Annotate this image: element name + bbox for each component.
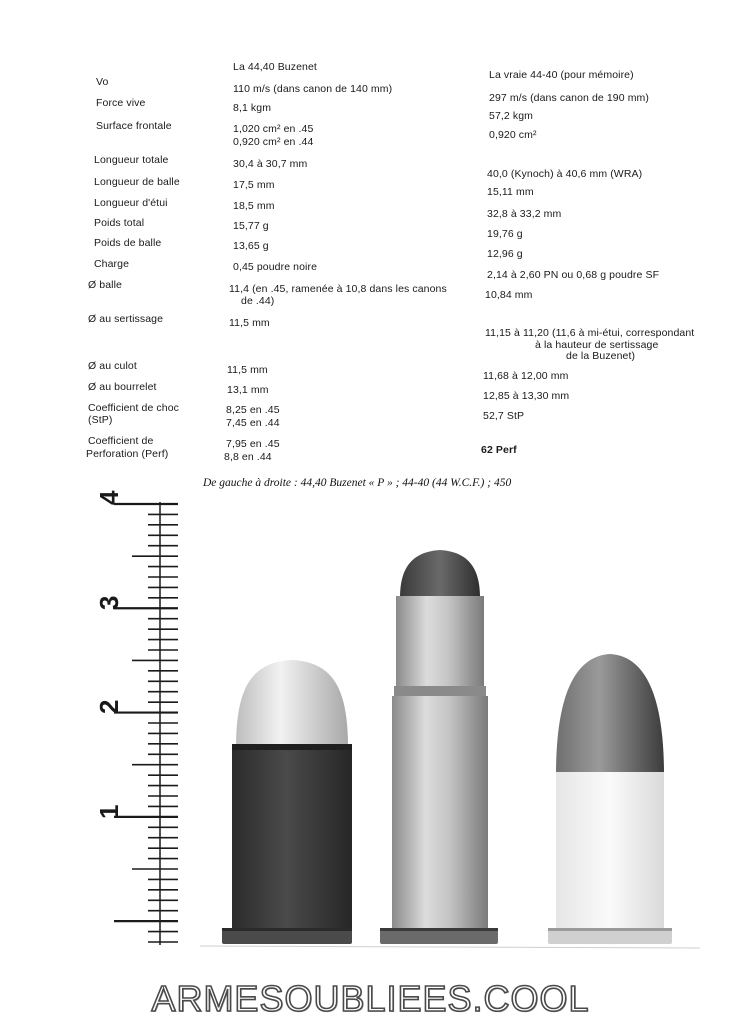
value-surface-buzenet-44: 0,920 cm² en .44 [233,136,314,148]
label-coefficient-perforation: Coefficient de [88,435,154,447]
value-culot-vraie: 11,68 à 12,00 mm [483,370,569,382]
cartridge-photo [0,490,741,970]
value-poids-total-buzenet: 15,77 g [233,220,269,232]
value-culot-buzenet: 11,5 mm [227,364,268,376]
value-poids-balle-vraie: 12,96 g [487,248,523,260]
label-poids-total: Poids total [94,217,145,229]
ruler-label-4: 4 [94,490,124,505]
label-bourrelet: Ø au bourrelet [88,381,157,393]
value-diametre-balle-buzenet: 11,4 (en .45, ramenée à 10,8 dans les canons [229,283,447,295]
photo-caption: De gauche à droite : 44,40 Buzenet « P » ; 44-40 (44 W.C.F.) ; 450 [203,477,512,489]
value-choc-buzenet-45: 8,25 en .45 [226,404,280,416]
label-sertissage: Ø au sertissage [88,313,164,325]
value-choc-buzenet-44: 7,45 en .44 [226,417,280,429]
value-vo-vraie: 297 m/s (dans canon de 190 mm) [489,92,649,104]
site-watermark: ARMESOUBLIEES.COOL [151,978,590,1019]
value-longueur-totale-vraie: 40,0 (Kynoch) à 40,6 mm (WRA) [487,168,643,180]
label-vo: Vo [96,76,109,88]
cartridge-450 [548,654,672,944]
value-surface-vraie: 0,920 cm² [489,129,537,141]
value-force-vive-buzenet: 8,1 kgm [233,102,272,114]
value-choc-vraie: 52,7 StP [483,410,525,422]
value-longueur-etui-vraie: 32,8 à 33,2 mm [487,208,562,220]
value-sertissage-vraie-3: de la Buzenet) [566,350,636,362]
value-perforation-buzenet-45: 7,95 en .45 [226,438,280,450]
value-perforation-vraie: 62 Perf [481,444,517,456]
label-coefficient-choc-2: (StP) [88,414,113,426]
label-culot: Ø au culot [88,360,137,372]
value-longueur-balle-buzenet: 17,5 mm [233,179,275,191]
label-longueur-balle: Longueur de balle [94,176,180,188]
value-sertissage-vraie-2: à la hauteur de sertissage [535,339,659,351]
ruler [94,490,178,945]
label-diametre-balle: Ø balle [88,279,122,291]
value-poids-total-vraie: 19,76 g [487,228,523,240]
ruler-label-1: 1 [94,804,124,819]
value-sertissage-buzenet: 11,5 mm [229,317,270,329]
value-charge-vraie: 2,14 à 2,60 PN ou 0,68 g poudre SF [487,269,660,281]
value-bourrelet-buzenet: 13,1 mm [227,384,269,396]
value-surface-buzenet-45: 1,020 cm² en .45 [233,123,314,135]
value-bourrelet-vraie: 12,85 à 13,30 mm [483,390,570,402]
value-longueur-totale-buzenet: 30,4 à 30,7 mm [233,158,308,170]
label-force-vive: Force vive [96,97,146,109]
ruler-ticks [114,504,178,942]
value-perforation-buzenet-44: 8,8 en .44 [224,451,272,463]
ruler-label-2: 2 [94,699,124,714]
label-charge: Charge [94,258,130,270]
label-longueur-totale: Longueur totale [94,154,169,166]
value-diametre-balle-vraie: 10,84 mm [485,289,533,301]
label-coefficient-choc: Coefficient de choc [88,402,180,414]
label-coefficient-perforation-2: Perforation (Perf) [86,448,169,460]
value-force-vive-vraie: 57,2 kgm [489,110,533,122]
value-longueur-balle-vraie: 15,11 mm [487,186,534,198]
header-vraie-44-40: La vraie 44-40 (pour mémoire) [489,69,634,81]
value-vo-buzenet: 110 m/s (dans canon de 140 mm) [233,83,393,95]
value-charge-buzenet: 0,45 poudre noire [233,261,318,273]
label-longueur-etui: Longueur d'étui [94,197,168,209]
ruler-label-3: 3 [94,595,124,610]
value-diametre-balle-buzenet-2: de .44) [241,295,275,307]
value-longueur-etui-buzenet: 18,5 mm [233,200,275,212]
label-surface-frontale: Surface frontale [96,120,172,132]
value-sertissage-vraie: 11,15 à 11,20 (11,6 à mi-étui, correspondant [485,327,695,339]
label-poids-balle: Poids de balle [94,237,162,249]
header-buzenet: La 44,40 Buzenet [233,61,317,73]
cartridge-buzenet [222,660,352,944]
cartridge-44-40 [380,550,498,944]
value-poids-balle-buzenet: 13,65 g [233,240,269,252]
